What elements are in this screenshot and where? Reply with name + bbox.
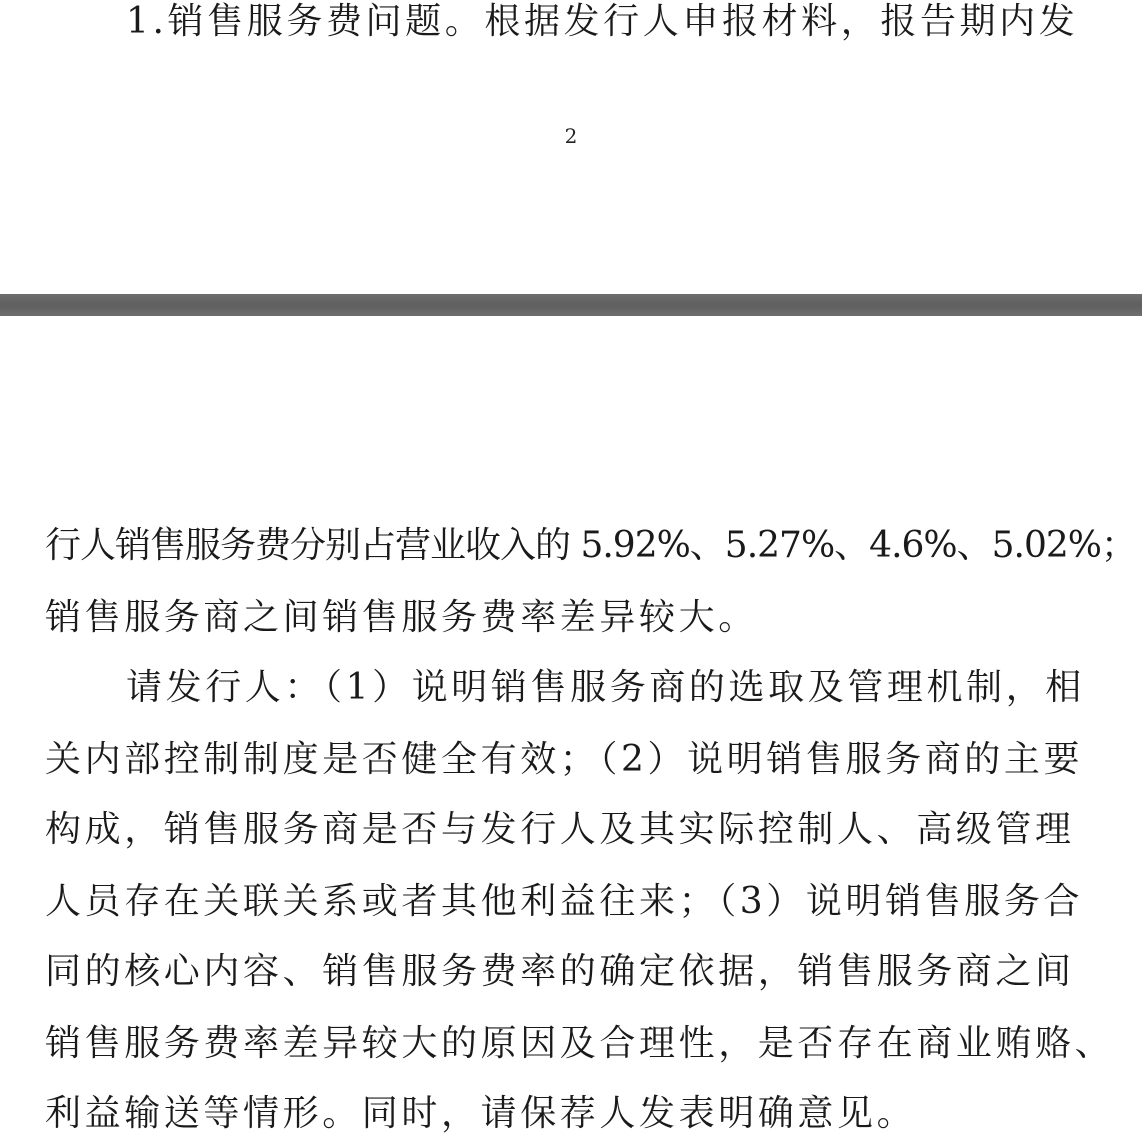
paragraph-line: 请发行人：（1）说明销售服务商的选取及管理机制，相 [126, 667, 1085, 708]
document-page-bottom [0, 316, 1142, 1148]
paragraph-line: 同的核心内容、销售服务费率的确定依据，销售服务商之间 [45, 951, 1075, 992]
paragraph-line: 人员存在关联关系或者其他利益往来；（3）说明销售服务合 [45, 881, 1084, 922]
paragraph-line: 利益输送等情形。同时，请保荐人发表明确意见。 [45, 1093, 917, 1134]
paragraph-line: 销售服务商之间销售服务费率差异较大。 [45, 597, 758, 638]
paragraph-line: 1.销售服务费问题。根据发行人申报材料，报告期内发 [126, 1, 1079, 42]
paragraph-line: 构成，销售服务商是否与发行人及其实际控制人、高级管理 [45, 809, 1075, 850]
paragraph-line: 销售服务费率差异较大的原因及合理性，是否存在商业贿赂、 [45, 1023, 1115, 1064]
page-separator [0, 294, 1142, 316]
paragraph-line: 关内部控制制度是否健全有效；（2）说明销售服务商的主要 [45, 739, 1084, 780]
paragraph-line: 行人销售服务费分别占营业收入的 5.92%、5.27%、4.6%、5.02%； [45, 525, 1136, 566]
document-page-top [0, 0, 1142, 294]
page-number: 2 [564, 124, 578, 148]
